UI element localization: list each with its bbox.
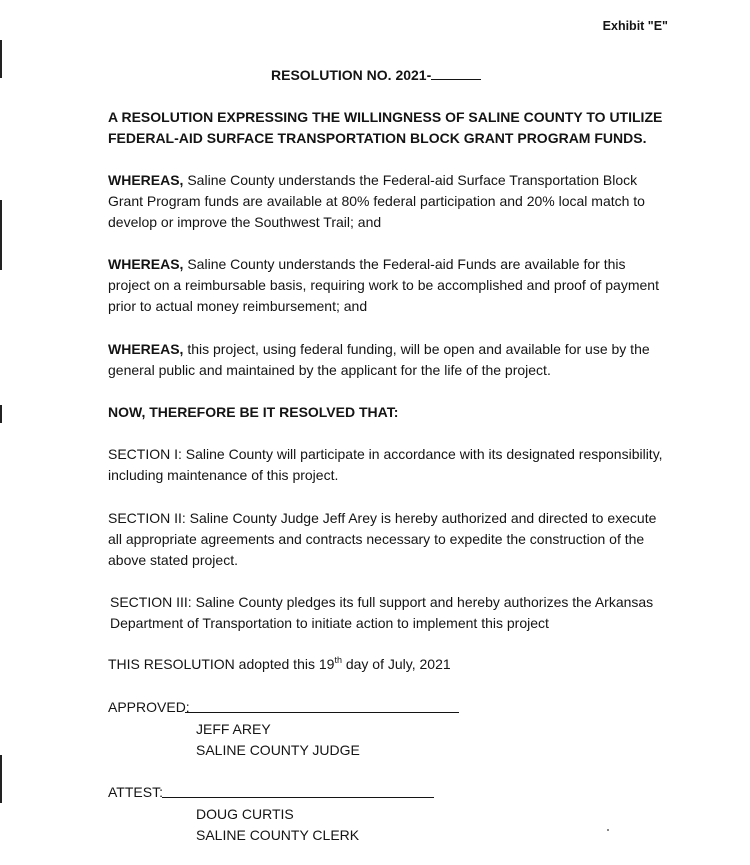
attest-name: DOUG CURTIS <box>196 806 294 822</box>
resolution-title <box>271 66 481 83</box>
whereas-lead: WHEREAS, <box>108 341 184 357</box>
resolution-heading: A RESOLUTION EXPRESSING THE WILLINGNESS OF SALINE COUNTY TO UTILIZE FEDERAL-AID SURFACE TRANSPORTATION BLOCK GRANT PROGRAM FUNDS. <box>108 109 663 146</box>
scan-speck <box>607 829 609 831</box>
scan-edge-mark <box>0 405 2 423</box>
scan-edge-mark <box>0 755 2 803</box>
exhibit-label: Exhibit "E" <box>602 19 668 33</box>
whereas-lead: WHEREAS, <box>108 172 184 188</box>
attest-label: ATTEST: <box>108 784 163 800</box>
approved-label: APPROVED: <box>108 699 190 715</box>
section-3: SECTION III: Saline County pledges its full support and hereby authorizes the Arkansas Department of Transportation to initiate action to implement this project <box>110 594 654 631</box>
section-2: SECTION II: Saline County Judge Jeff Arey is hereby authorized and directed to execute all appropriate agreements and contracts necessary to expedite the construction of the above stated project. <box>108 510 657 568</box>
resolution-number-blank <box>431 66 481 80</box>
approved-name: JEFF AREY <box>196 721 271 737</box>
whereas-paragraph-2 <box>108 254 668 317</box>
resolution-title-text: RESOLUTION NO. 2021- <box>271 67 432 83</box>
scan-edge-mark <box>0 200 2 270</box>
attest-title: SALINE COUNTY CLERK <box>196 827 360 843</box>
whereas-text: this project, using federal funding, will be open and available for use by the general public and maintained by the applicant for the life of the project. <box>108 341 650 378</box>
approved-signature-line <box>185 712 459 713</box>
whereas-text: Saline County understands the Federal-aid Surface Transportation Block Grant Program funds are available at 80% federal participation and 20% local match to develop or improve the Southwest Trail; and <box>108 172 645 230</box>
scan-edge-mark <box>0 40 2 78</box>
whereas-paragraph-1 <box>108 170 668 233</box>
adopted-ordinal-suffix: th <box>334 655 342 665</box>
attest-signature-line <box>162 797 434 798</box>
adopted-date-line <box>108 656 451 672</box>
resolved-heading: NOW, THEREFORE BE IT RESOLVED THAT: <box>108 404 399 420</box>
whereas-lead: WHEREAS, <box>108 256 184 272</box>
approved-title: SALINE COUNTY JUDGE <box>196 742 360 758</box>
adopted-rest: day of July, 2021 <box>341 656 451 672</box>
whereas-text: Saline County understands the Federal-aid Funds are available for this project on a reimbursable basis, requiring work to be accomplished and proof of payment prior to actual money reimbursement; and <box>108 256 659 314</box>
whereas-paragraph-3 <box>108 339 668 381</box>
section-1: SECTION I: Saline County will participate in accordance with its designated responsibility, including maintenance of this project. <box>108 446 663 483</box>
adopted-prefix: THIS RESOLUTION adopted this 19 <box>108 656 335 672</box>
